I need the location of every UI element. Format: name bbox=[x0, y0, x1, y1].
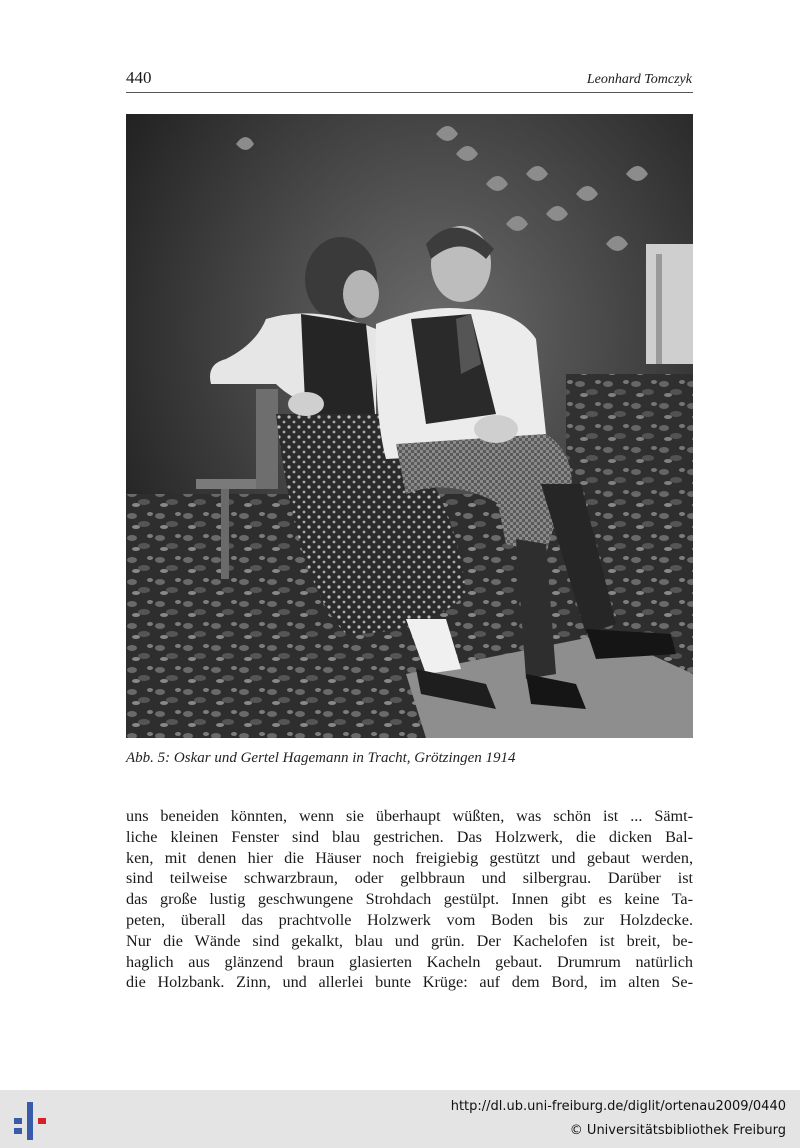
body-line: Nur die Wände sind gekalkt, blau und grün. Der Kachelofen ist breit, be- bbox=[126, 931, 693, 950]
body-line: die Holzbank. Zinn, und allerlei bunte Krüge: auf dem Bord, im alten Se- bbox=[126, 973, 693, 992]
body-text bbox=[126, 806, 693, 993]
copyright-notice: © Universitätsbibliothek Freiburg bbox=[569, 1123, 786, 1138]
body-line: ken, mit denen hier die Häuser noch freigiebig gestützt und gebaut werden, bbox=[126, 848, 693, 867]
footer-bar bbox=[0, 1090, 800, 1148]
historical-photograph bbox=[126, 114, 693, 738]
body-line: peten, überall das prachtvolle Holzwerk vom Boden bis zur Holzdecke. bbox=[126, 910, 693, 929]
page-number: 440 bbox=[126, 68, 152, 87]
library-logo-icon[interactable] bbox=[10, 1100, 50, 1142]
body-line: liche kleinen Fenster sind blau gestrichen. Das Holzwerk, die dicken Bal- bbox=[126, 827, 693, 846]
document-url-link[interactable]: http://dl.ub.uni-freiburg.de/diglit/ortenau2009/0440 bbox=[450, 1099, 786, 1114]
body-line: sind teilweise schwarzbraun, oder gelbbraun und silbergrau. Darüber ist bbox=[126, 869, 693, 888]
body-line: uns beneiden könnten, wenn sie überhaupt wüßten, was schön ist ... Sämt- bbox=[126, 807, 693, 825]
running-author: Leonhard Tomczyk bbox=[586, 72, 692, 87]
body-line: das große lustig geschwungene Strohdach gestülpt. Innen gibt es keine Ta- bbox=[126, 890, 693, 909]
figure-caption: Abb. 5: Oskar und Gertel Hagemann in Tracht, Grötzingen 1914 bbox=[126, 750, 516, 766]
header-rule bbox=[126, 92, 693, 93]
body-line: haglich aus glänzend braun glasierten Kacheln gebaut. Drumrum natürlich bbox=[126, 952, 693, 971]
